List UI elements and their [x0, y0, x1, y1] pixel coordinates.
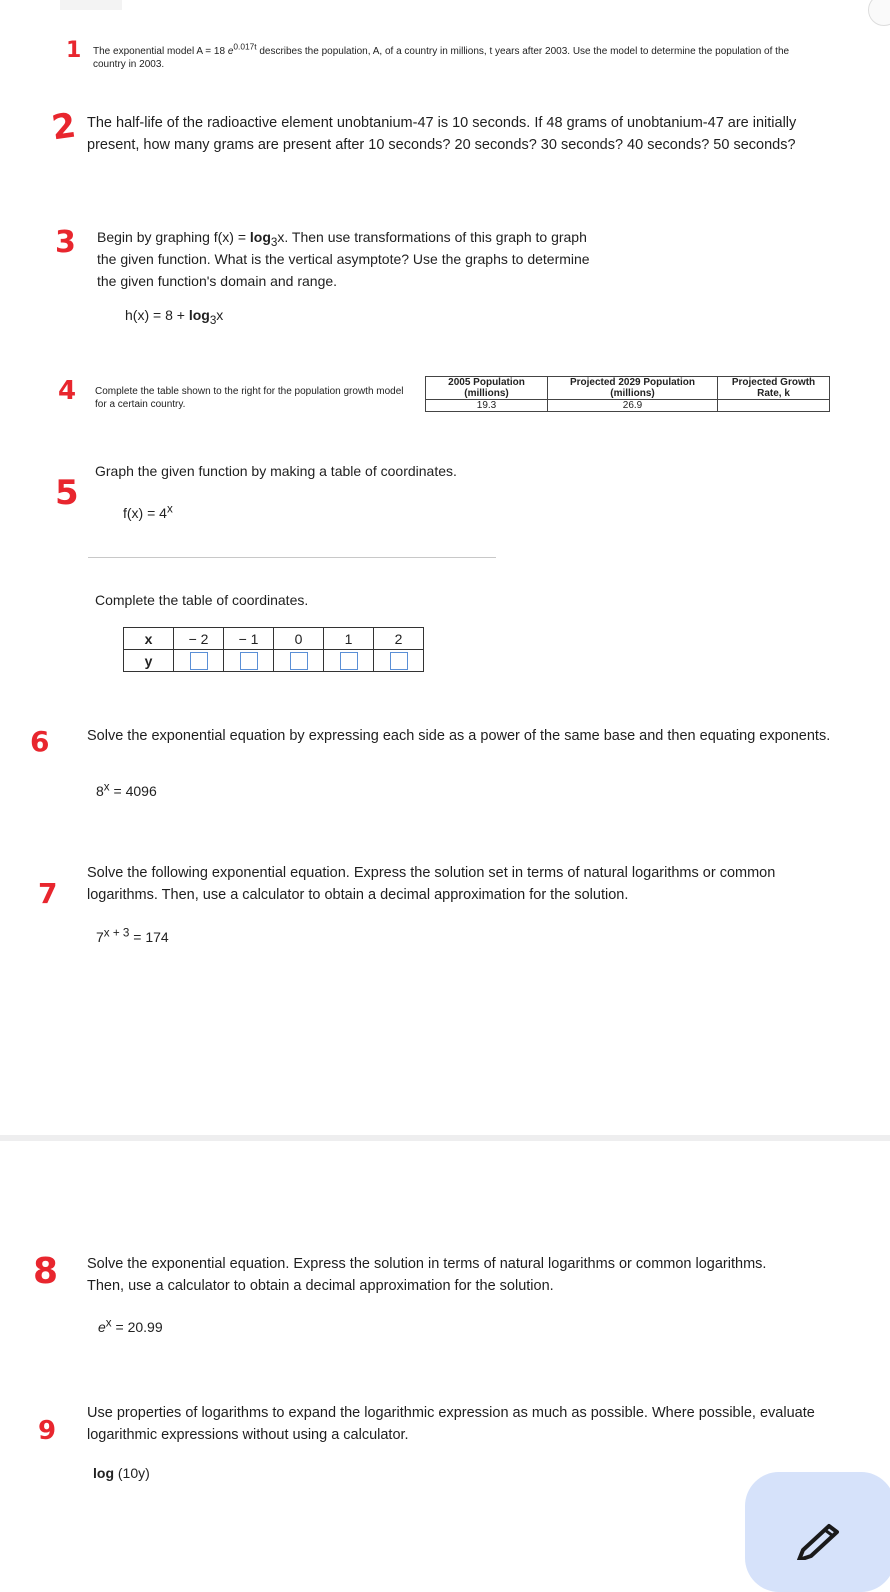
answer-input-box[interactable]	[390, 652, 408, 670]
question-8: Solve the exponential equation. Express the solution in terms of natural logarithms or common logarithms. Then, use a calculator to obtain a decimal approximation for the solution.	[87, 1256, 767, 1294]
question-3-func-log: log	[188, 307, 210, 323]
coordinates-x-value: 2	[374, 628, 424, 650]
annotation-number-4: 4	[58, 376, 77, 406]
question-5-func-pre: f(x) = 4	[123, 505, 167, 521]
question-9-expression	[93, 1465, 150, 1481]
question-4-line1: Complete the table shown to the right for the population growth model	[95, 386, 404, 397]
question-8-base: e	[98, 1319, 106, 1335]
annotation-number-8: 8	[33, 1251, 59, 1292]
coordinates-x-value: 1	[324, 628, 374, 650]
coordinates-y-cell	[224, 650, 274, 672]
question-3-base: 3	[270, 235, 278, 249]
question-3-line3: the given function's domain and range.	[97, 273, 338, 289]
question-3-func-base: 3	[209, 313, 217, 327]
answer-input-box[interactable]	[240, 652, 258, 670]
question-8-equation	[98, 1316, 163, 1335]
page-corner	[868, 0, 890, 26]
coordinates-x-value: 0	[274, 628, 324, 650]
question-9-arg: (10y)	[114, 1465, 150, 1481]
annotation-number-7: 7	[38, 877, 58, 910]
question-3-pre: Begin by graphing f(x) =	[97, 229, 250, 245]
question-7-base: 7	[96, 929, 104, 945]
question-3	[97, 226, 667, 292]
coordinates-x-value: − 2	[174, 628, 224, 650]
population-value-2005: 19.3	[426, 400, 548, 412]
question-6-rhs: = 4096	[109, 783, 157, 799]
annotation-number-2: 2	[49, 105, 79, 149]
population-value-2029: 26.9	[548, 400, 718, 412]
question-1-post: describes the population, A, of a country in millions, t years after 2003. Use the model to determine the population of the	[256, 46, 790, 57]
pencil-icon	[795, 1520, 845, 1560]
question-6-base: 8	[96, 783, 104, 799]
question-8-rhs: = 20.99	[111, 1319, 163, 1335]
population-table	[425, 376, 830, 412]
coordinates-x-value: − 1	[224, 628, 274, 650]
question-5-function	[123, 502, 173, 521]
question-3-function	[125, 307, 224, 327]
question-3-log: log	[249, 229, 271, 245]
question-1-line2: country in 2003.	[93, 59, 165, 70]
question-6: Solve the exponential equation by expressing each side as a power of the same base and then equating exponents.	[87, 728, 831, 744]
question-4-line2: for a certain country.	[95, 399, 186, 410]
annotation-number-3: 3	[55, 225, 76, 260]
question-2: The half-life of the radioactive element unobtanium-47 is 10 seconds. If 48 grams of unobtanium-47 are initially present, how many grams are present after 10 seconds? 20 seconds? 30 seconds? 40 seconds? 50 seconds?	[87, 115, 797, 153]
question-3-func-post: x	[216, 307, 224, 323]
question-5-prompt: Graph the given function by making a table of coordinates.	[95, 463, 457, 479]
answer-input-box[interactable]	[290, 652, 308, 670]
question-8-exp: x	[105, 1316, 112, 1330]
question-6-exp: x	[103, 780, 110, 794]
coordinates-table	[123, 627, 424, 672]
coordinates-y-cell	[274, 650, 324, 672]
divider-line	[88, 557, 496, 558]
page-top-stub	[60, 0, 122, 10]
answer-input-box[interactable]	[190, 652, 208, 670]
question-5-func-exp: x	[166, 502, 173, 516]
question-3-post: x. Then use transformations of this graph to graph	[277, 229, 587, 245]
question-1-base: e	[227, 46, 234, 57]
question-1	[93, 41, 853, 71]
annotation-number-1: 1	[66, 38, 82, 63]
question-3-func-pre: h(x) = 8 +	[125, 307, 189, 323]
population-header-2029: Projected 2029 Population (millions)	[548, 377, 718, 400]
question-9: Use properties of logarithms to expand the logarithmic expression as much as possible. Where possible, evaluate logarithmic expressions without using a calculator.	[87, 1405, 815, 1443]
question-7: Solve the following exponential equation. Express the solution set in terms of natural logarithms or common logarithms. Then, use a calculator to obtain a decimal approximation for the solution.	[87, 865, 776, 903]
population-header-growth: Projected Growth Rate, k	[718, 377, 830, 400]
question-7-rhs: = 174	[129, 929, 169, 945]
question-4	[95, 385, 425, 411]
question-6-equation	[96, 780, 157, 799]
question-5-table-prompt: Complete the table of coordinates.	[95, 592, 309, 608]
annotation-number-9: 9	[38, 1416, 57, 1446]
coordinates-y-label: y	[124, 650, 174, 672]
question-3-line2: the given function. What is the vertical asymptote? Use the graphs to determine	[97, 251, 590, 267]
population-value-growth[interactable]	[718, 400, 830, 412]
coordinates-y-cell	[374, 650, 424, 672]
annotation-number-6: 6	[30, 725, 50, 758]
annotation-number-5: 5	[55, 473, 79, 513]
coordinates-y-cell	[324, 650, 374, 672]
answer-input-box[interactable]	[340, 652, 358, 670]
coordinates-x-label: x	[124, 628, 174, 650]
question-1-pre: The exponential model A = 18	[93, 46, 226, 57]
question-1-exponent: 0.017t	[233, 41, 257, 52]
question-7-exp: x + 3	[103, 926, 130, 940]
population-header-2005: 2005 Population (millions)	[426, 377, 548, 400]
question-9-log: log	[93, 1465, 114, 1481]
question-7-equation	[96, 926, 169, 945]
coordinates-y-cell	[174, 650, 224, 672]
